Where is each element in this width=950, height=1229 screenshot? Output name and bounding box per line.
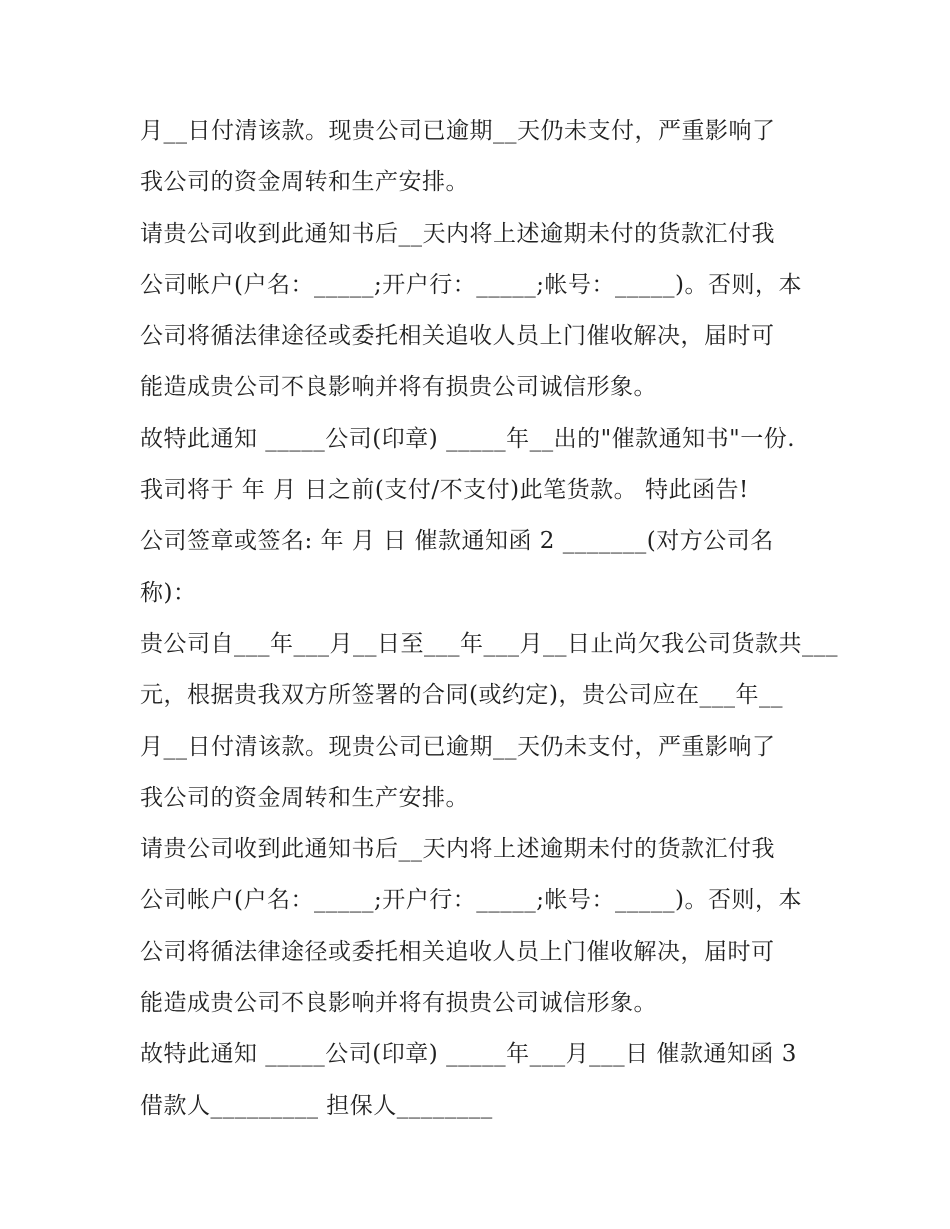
text-line: 故特此通知 _____公司(印章) _____年__出的"催款通知书"一份. [140,425,796,452]
text-line: 称)： [140,579,197,606]
text-line: 故特此通知 _____公司(印章) _____年___月___日 催款通知函 3 [140,1041,797,1068]
document-body [140,106,838,1132]
text-line: 我公司的资金周转和生产安排。 [140,169,469,196]
text-line: 公司将循法律途径或委托相关追收人员上门催收解决，届时可 [140,323,775,350]
text-line: 请贵公司收到此通知书后__天内将上述逾期未付的货款汇付我 [140,836,775,863]
text-line: 请贵公司收到此通知书后__天内将上述逾期未付的货款汇付我 [140,220,775,247]
text-line: 月__日付清该款。现贵公司已逾期__天仍未支付，严重影响了 [140,733,776,760]
text-line: 贵公司自___年___月__日至___年___月__日止尚欠我公司货款共___ [140,630,838,657]
text-line: 我公司的资金周转和生产安排。 [140,784,469,811]
text-line: 公司签章或签名: 年 月 日 催款通知函 2 _______(对方公司名 [140,528,774,555]
text-line: 月__日付清该款。现贵公司已逾期__天仍未支付，严重影响了 [140,118,776,144]
text-line: 借款人_________ 担保人________ [140,1092,493,1119]
text-line: 公司将循法律途径或委托相关追收人员上门催收解决，届时可 [140,938,775,965]
text-line: 能造成贵公司不良影响并将有损贵公司诚信形象。 [140,374,657,401]
text-line: 公司帐户(户名：_____;开户行：_____;帐号：_____)。否则，本 [140,271,802,298]
text-line: 能造成贵公司不良影响并将有损贵公司诚信形象。 [140,990,657,1017]
text-line: 我司将于 年 月 日之前(支付/不支付)此笔货款。 特此函告! [140,477,749,504]
text-line: 元，根据贵我双方所签署的合同(或约定)，贵公司应在___年__ [140,682,783,709]
text-line: 公司帐户(户名：_____;开户行：_____;帐号：_____)。否则，本 [140,887,802,914]
